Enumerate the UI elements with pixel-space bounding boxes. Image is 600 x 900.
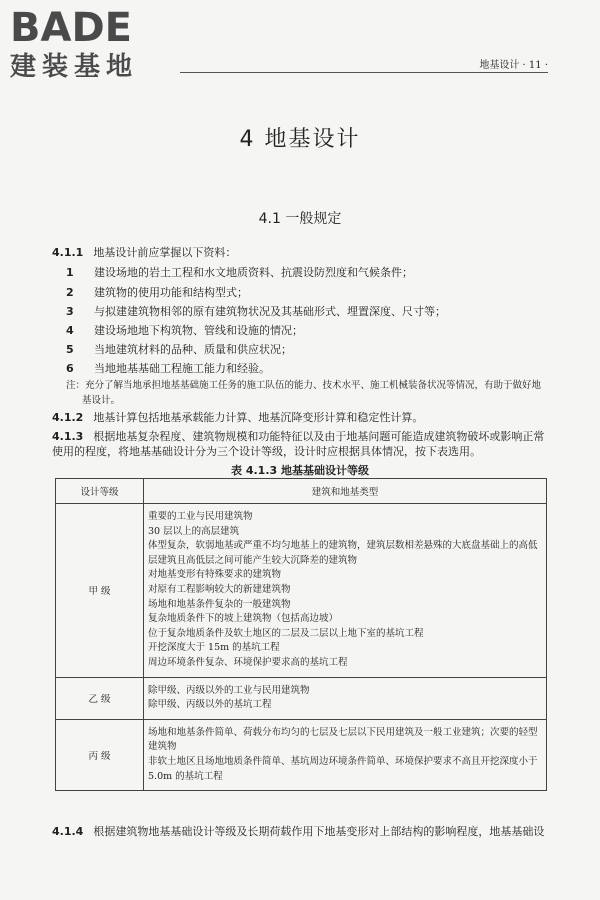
- list-item: [52, 361, 555, 376]
- list-text: 建筑物的使用功能和结构型式；: [94, 286, 248, 299]
- header-grade: 设计等级: [56, 479, 144, 504]
- type-line: 位于复杂地质条件及软土地区的二层及二层以上地下室的基坑工程: [148, 627, 424, 639]
- clause-4-1-1: [52, 245, 555, 260]
- running-header: 地基设计 · 11 ·: [479, 60, 548, 71]
- list-text: 当地地基基础工程施工能力和经验。: [94, 362, 270, 375]
- type-line: 对地基变形有特殊要求的建筑物: [148, 569, 282, 581]
- list-number: 3: [66, 305, 74, 318]
- table-header-row: [56, 479, 547, 504]
- type-line: 建筑物: [148, 741, 177, 753]
- section-title: 4.1 一般规定: [258, 211, 342, 227]
- grade-cell: 丙 级: [56, 719, 144, 790]
- type-line: 除甲级、丙级以外的基坑工程: [148, 699, 272, 711]
- logo-wordmark: BADE: [10, 5, 132, 51]
- type-line: 开挖深度大于 15m 的基坑工程: [148, 642, 280, 654]
- list-number: 2: [66, 286, 74, 299]
- note-line-1: 注：充分了解当地承担地基基础施工任务的施工队伍的能力、技术水平、施工机械装备状况等情况，有助于做好地: [66, 380, 542, 391]
- type-line: 重要的工业与民用建筑物: [148, 511, 253, 522]
- list-item: [52, 323, 555, 338]
- clause-text: 根据建筑物地基基础设计等级及长期荷载作用下地基变形对上部结构的影响程度，地基基础设: [93, 825, 545, 838]
- type-line: 复杂地质条件下的坡上建筑物（包括高边坡）: [148, 613, 339, 625]
- clause-4-1-2: [52, 410, 555, 425]
- type-line: 场地和地基条件复杂的一般建筑物: [148, 598, 291, 610]
- list-text: 建设场地地下构筑物、管线和设施的情况；: [94, 324, 303, 337]
- type-line: 场地和地基条件简单、荷载分布均匀的七层及七层以下民用建筑及一般工业建筑；次要的轻型: [148, 726, 538, 738]
- list-number: 4: [66, 324, 74, 337]
- chapter-title: 4 地基设计: [239, 127, 361, 152]
- list-item: [52, 265, 555, 280]
- clause-text: 地基设计前应掌握以下资料：: [93, 246, 237, 259]
- type-line: 周边环境条件复杂、环境保护要求高的基坑工程: [148, 656, 348, 668]
- type-line: 5.0m 的基坑工程: [148, 770, 223, 782]
- brand-logo: [10, 6, 180, 82]
- clause-4-1-3: [52, 429, 555, 444]
- clause-number: 4.1.1: [52, 246, 84, 259]
- type-line: 对原有工程影响较大的新建建筑物: [148, 583, 291, 595]
- list-item: [52, 342, 555, 357]
- list-number: 5: [66, 343, 74, 356]
- table-row: [56, 677, 547, 719]
- header-type: 建筑和地基类型: [144, 479, 547, 504]
- list-text: 建设场地的岩土工程和水文地质资料、抗震设防烈度和气候条件；: [94, 266, 413, 279]
- clause-number: 4.1.4: [52, 825, 84, 838]
- clause-text: 地基计算包括地基承载能力计算、地基沉降变形计算和稳定性计算。: [93, 411, 424, 424]
- type-line: 30 层以上的高层建筑: [148, 525, 240, 537]
- type-cell: [144, 677, 547, 719]
- clause-number: 4.1.2: [52, 411, 84, 424]
- clause-4-1-3-cont: 使用的程度，将地基基础设计分为三个设计等级，设计时应根据具体情况，按下表选用。: [52, 445, 481, 458]
- list-item: [52, 304, 555, 319]
- type-cell: [144, 719, 547, 790]
- design-grade-table: [55, 478, 547, 791]
- note-line-2: 基设计。: [82, 395, 121, 406]
- clause-text-line-1: 根据地基复杂程度、建筑物规模和功能特征以及由于地基问题可能造成建筑物破坏或影响正常: [93, 430, 545, 443]
- grade-cell: 甲 级: [56, 504, 144, 678]
- grade-cell: 乙 级: [56, 677, 144, 719]
- clause-4-1-4: [52, 824, 555, 839]
- table-row: [56, 504, 547, 678]
- table-row: [56, 719, 547, 790]
- list-number: 6: [66, 362, 74, 375]
- type-line: 除甲级、丙级以外的工业与民用建筑物: [148, 684, 310, 696]
- type-line: 体型复杂，软弱地基或严重不均匀地基上的建筑物，建筑层数相差悬殊的大底盘基础上的高低: [148, 540, 538, 552]
- list-number: 1: [66, 266, 74, 279]
- list-text: 当地建筑材料的品种、质量和供应状况；: [94, 343, 292, 356]
- type-line: 非软土地区且场地地质条件简单、基坑周边环境条件简单、环境保护要求不高且开挖深度小于: [148, 755, 538, 767]
- table-caption: 表 4.1.3 地基基础设计等级: [231, 464, 369, 477]
- clause-number: 4.1.3: [52, 430, 84, 443]
- logo-subtitle: 建装基地: [10, 52, 139, 82]
- type-cell: [144, 504, 547, 678]
- header-rule: [180, 72, 548, 73]
- list-item: [52, 285, 555, 300]
- type-line: 层建筑且高低层之间可能产生较大沉降差的建筑物: [148, 554, 358, 566]
- list-text: 与拟建建筑物相邻的原有建筑物状况及其基础形式、埋置深度、尺寸等；: [94, 305, 446, 318]
